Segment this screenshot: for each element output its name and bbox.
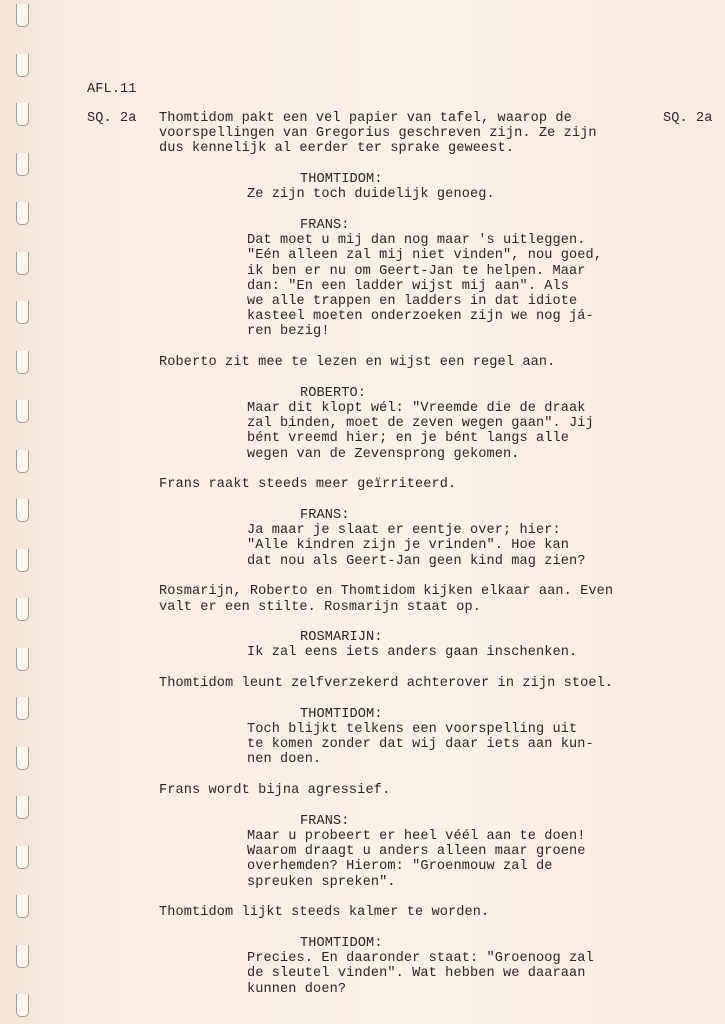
binding-hole [16,400,29,423]
binding-hole [16,450,29,473]
dialogue-line: Precies. En daaronder staat: "Groenoog zal [247,951,594,967]
binding-hole [16,499,29,522]
action-line: voorspellingen van Gregorius geschreven zijn. Ze zijn [159,126,597,142]
episode-label: AFL.11 [87,82,137,97]
scene-number-left: SQ. 2a [87,111,137,126]
binding-hole [16,351,29,374]
dialogue-line: Dat moet u mij dan nog maar 's uitleggen. [247,233,586,249]
binding-hole [16,648,29,671]
binding-hole [16,846,29,869]
binding-hole [16,549,29,572]
character-name: THOMTIDOM: [300,706,383,722]
binding-hole [16,4,29,27]
binding-hole [16,598,29,621]
binding-hole [16,796,29,819]
dialogue-line: zal binden, moet de zeven wegen gaan". Jij [247,416,594,432]
dialogue-line: "Eén alleen zal mij niet vinden", nou goed, [247,248,603,264]
action-line: Thomtidom leunt zelfverzekerd achterover in zijn stoel. [159,676,614,692]
binding-hole [16,252,29,275]
dialogue-line: Ze zijn toch duidelijk genoeg. [247,187,495,203]
dialogue-line: overhemden? Hierom: "Groenmouw zal de [247,859,553,875]
dialogue-line: ren bezig! [247,324,330,340]
dialogue-line: wegen van de Zevensprong gekomen. [247,446,520,462]
dialogue-line: dan: "En een ladder wijst mij aan". Als [247,278,570,294]
action-line: Frans raakt steeds meer geïrriteerd. [159,477,457,493]
character-name: THOMTIDOM: [300,936,383,951]
dialogue-line: dat nou als Geert-Jan geen kind mag zien? [247,553,586,569]
dialogue-line: de sleutel vinden". Wat hebben we daaraan [247,966,586,982]
dialogue-line: Maar dit klopt wél: "Vreemde die de draak [247,401,586,416]
action-line: Frans wordt bijna agressief. [159,783,391,799]
dialogue-line: kunnen doen? [247,981,347,997]
action-line: Rosmarijn, Roberto en Thomtidom kijken elkaar aan. Even [159,584,614,600]
binding-hole [16,202,29,225]
dialogue-line: "Alle kindren zijn je vrinden". Hoe kan [247,538,570,554]
character-name: FRANS: [300,218,350,233]
dialogue-line: spreuken spreken". [247,874,396,890]
dialogue-line: nen doen. [247,752,322,768]
binding-hole [16,301,29,324]
ring-binding [6,0,36,1024]
binding-hole [16,747,29,770]
dialogue-line: Ja maar je slaat er eentje over; hier: [247,523,561,539]
scene-number-right: SQ. 2a [663,111,713,126]
action-line: valt er een stilte. Rosmarijn staat op. [159,599,482,615]
character-name: FRANS: [300,813,350,829]
dialogue-line: Maar u probeert er heel véél aan te doen! [247,829,586,844]
action-line: Thomtidom lijkt steeds kalmer te worden. [159,905,490,921]
action-line: Roberto zit mee te lezen en wijst een regel aan. [159,355,556,371]
dialogue-line: kasteel moeten onderzoeken zijn we nog já- [247,309,594,325]
dialogue-line: te komen zonder dat wij daar iets aan kun- [247,737,594,753]
character-name: ROBERTO: [300,385,367,401]
binding-hole [16,54,29,77]
dialogue-line: Ik zal eens iets anders gaan inschenken. [247,645,578,661]
binding-hole [16,994,29,1017]
action-line: dus kennelijk al eerder ter sprake geweest. [159,141,515,157]
dialogue-line: Toch blijkt telkens een voorspelling uit [247,722,578,737]
binding-hole [16,895,29,918]
dialogue-line: we alle trappen en ladders in dat idiote [247,294,578,309]
dialogue-line: bént vreemd hier; en je bént langs alle [247,431,570,447]
binding-hole [16,153,29,176]
binding-hole [16,697,29,720]
dialogue-line: ik ben er nu om Geert-Jan te helpen. Maar [247,263,586,279]
action-line: Thomtidom pakt een vel papier van tafel, waarop de [159,111,572,126]
character-name: ROSMARIJN: [300,630,383,646]
character-name: FRANS: [300,508,350,523]
dialogue-line: Waarom draagt u anders alleen maar groene [247,844,586,860]
character-name: THOMTIDOM: [300,172,383,188]
binding-hole [16,945,29,968]
binding-hole [16,103,29,126]
